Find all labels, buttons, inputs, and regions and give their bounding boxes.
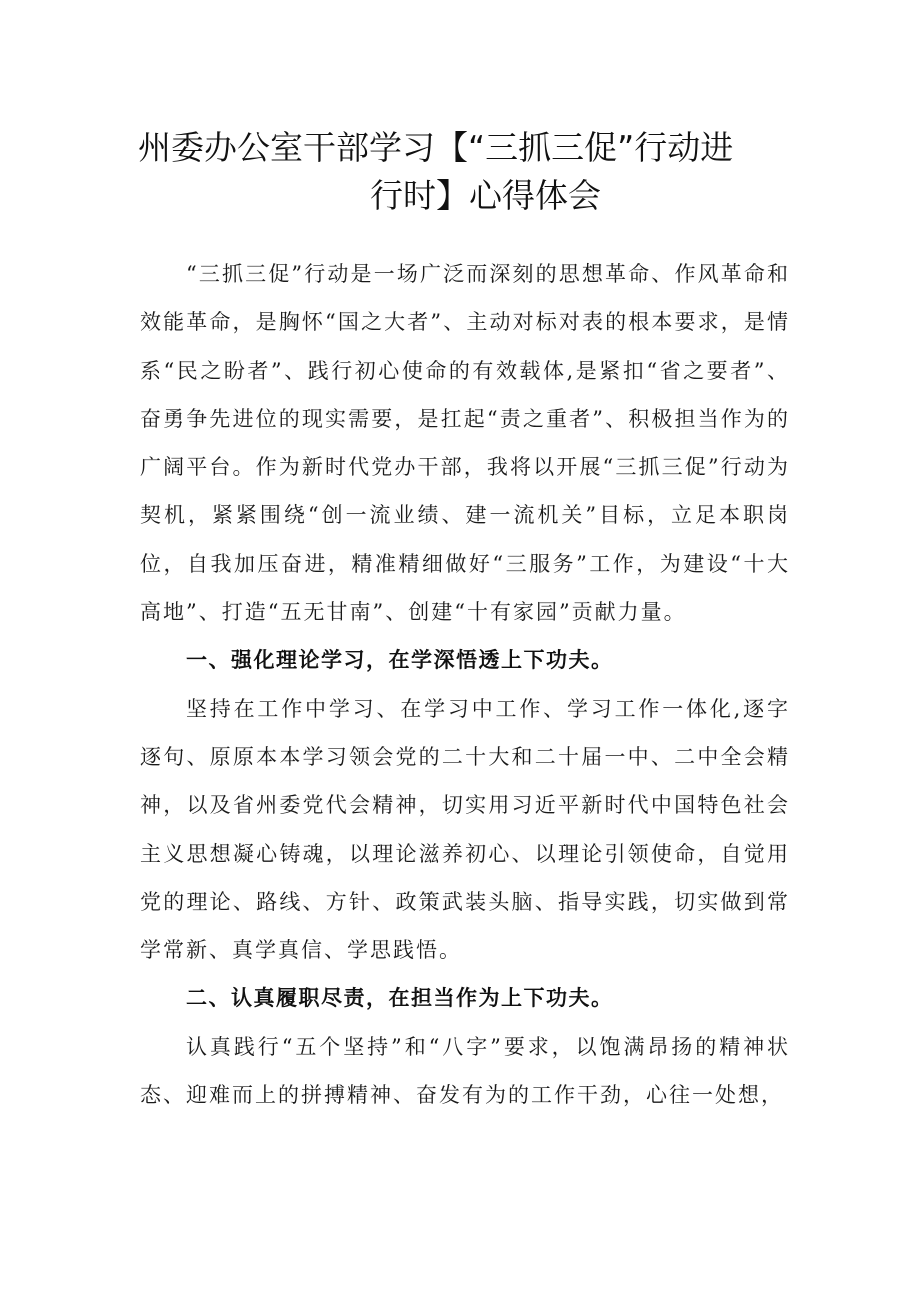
title-line-1: 州委办公室干部学习【“三抓三促”行动进 [138, 128, 734, 167]
section-2-heading: 二、认真履职尽责，在担当作为上下功夫。 [186, 986, 614, 1011]
intro-paragraph: “三抓三促”行动是一场广泛而深刻的思想革命、作风革命和效能革命，是胸怀“国之大者”、主动对标对表的根本要求，是情系“民之盼者”、践行初心使命的有效载体,是紧扣“省之要者”、奋勇争先进位的现实需要，是扛起“责之重者”、积极担当作为的广阔平台。作为新时代党办干部，我将以开展“三抓三促”行动为契机，紧紧围绕“创一流业绩、建一流机关”目标，立足本职岗位，自我加压奋进，精准精细做好“三服务”工作，为建设“十大高地”、打造“五无甘南”、创建“十有家园”贡献力量。 [140, 262, 790, 625]
section-2-paragraph: 认真践行“五个坚持”和“八字”要求，以饱满昂扬的精神状态、迎难而上的拼搏精神、奋发有为的工作干劲，心往一处想， [140, 1034, 790, 1108]
title-line-2: 行时】心得体会 [370, 176, 601, 215]
section-1-paragraph: 坚持在工作中学习、在学习中工作、学习工作一体化,逐字逐句、原原本本学习领会党的二十大和二十届一中、二中全会精神，以及省州委党代会精神，切实用习近平新时代中国特色社会主义思想凝心铸魂，以理论滋养初心、以理论引领使命，自觉用党的理论、路线、方针、政策武装头脑、指导实践，切实做到常学常新、真学真信、学思践悟。 [140, 696, 790, 963]
section-1-heading: 一、强化理论学习，在学深悟透上下功夫。 [186, 648, 614, 673]
document-body [140, 250, 790, 1119]
document-title [100, 124, 840, 220]
